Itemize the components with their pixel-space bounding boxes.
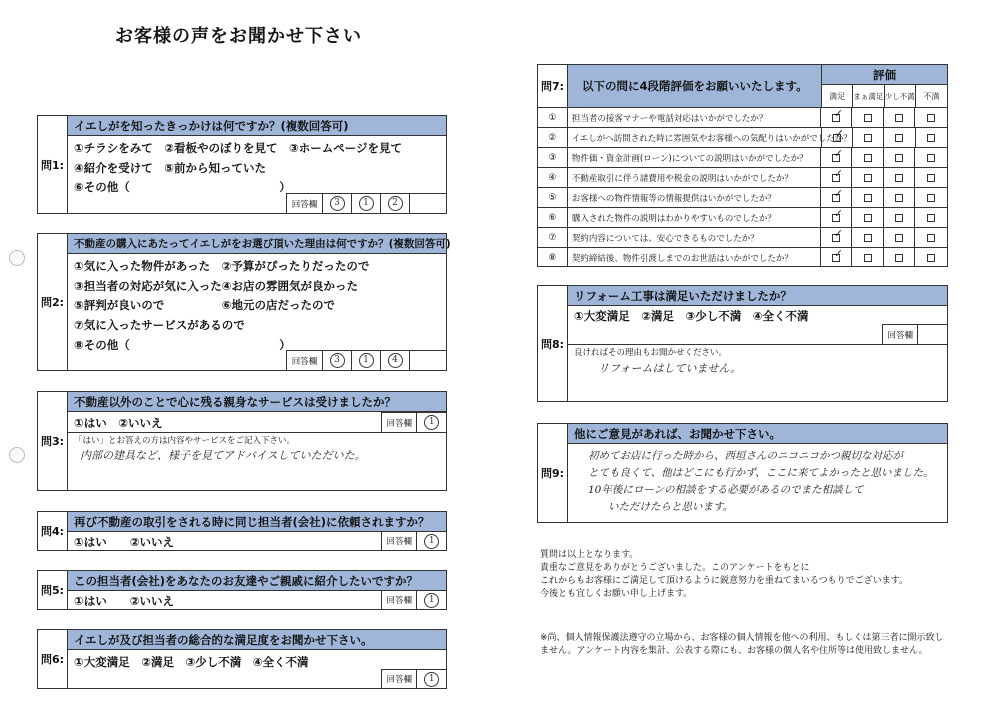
question-8 <box>537 285 948 402</box>
rating-question: イエしがへ訪問された時に雰囲気やお客様への気配りはいかがでしたか？ <box>568 128 822 147</box>
rating-question: 不動産取引に伴う諸費用や税金の説明はいかがでしたか？ <box>568 168 821 187</box>
rating-checkbox[interactable] <box>927 114 935 122</box>
rating-checkbox[interactable] <box>832 254 840 262</box>
rating-row-number: ④ <box>538 168 568 187</box>
answer-value: 1 <box>359 196 374 211</box>
option-line: ①はい ②いいえ <box>74 594 174 608</box>
answer-label: 回答欄 <box>287 351 323 370</box>
rating-question: 購入された物件の説明はわかりやすいものでしたか？ <box>568 208 821 227</box>
answer-box <box>381 590 446 609</box>
rating-row-number: ⑧ <box>538 248 568 267</box>
rating-checkbox[interactable] <box>864 214 872 222</box>
closing-line: 貴重なご意見をありがとうございました。このアンケートをもとに <box>540 563 810 573</box>
question-number: 問2: <box>38 234 68 370</box>
rating-column-header: まぁ満足 <box>853 85 884 107</box>
rating-row <box>538 207 947 227</box>
rating-question: 担当者の接客マナーや電話対応はいかがでしたか？ <box>568 108 821 127</box>
question-number: 問8: <box>538 286 568 401</box>
option-line: ④紹介を受けて ⑤前から知っていた <box>74 161 266 175</box>
handwritten-answer: リフォームはしていません。 <box>598 362 742 375</box>
rating-question: 物件価・資金計画(ローン)についての説明はいかがでしたか？ <box>568 148 821 167</box>
question-heading: イエしがを知ったきっかけは何ですか？(複数回答可) <box>68 116 446 136</box>
privacy-line: ※尚、個人情報保護法遵守の立場から、お客様の個人情報を他への利用、もしくは第三者に開示致し <box>540 633 944 643</box>
answer-box <box>381 412 446 432</box>
rating-checkbox[interactable] <box>864 114 872 122</box>
rating-row-number: ① <box>538 108 568 127</box>
handwritten-answer: とても良くて、他はどこにも行かず、ここに来てよかったと思いました。 <box>588 467 934 479</box>
answer-value: 1 <box>424 593 439 608</box>
rating-checkbox[interactable] <box>895 214 903 222</box>
answer-label: 回答欄 <box>382 591 417 609</box>
rating-checkbox[interactable] <box>864 234 872 242</box>
rating-row-number: ② <box>538 128 568 147</box>
rating-checkbox[interactable] <box>895 174 903 182</box>
option-line: ⑤評判が良いので ⑥地元の店だったので <box>74 298 335 312</box>
question-heading: イエしが及び担当者の総合的な満足度をお聞かせ下さい。 <box>68 630 446 650</box>
question-7-rating-table <box>537 64 948 267</box>
answer-value: 1 <box>424 534 439 549</box>
rating-checkbox[interactable] <box>864 174 872 182</box>
option-line: ⑦気に入ったサービスがあるので <box>74 318 245 332</box>
rating-checkbox[interactable] <box>832 234 840 242</box>
option-line: ⑥その他（ ） <box>74 180 291 194</box>
question-heading: 不動産以外のことで心に残る親身なサービスは受けましたか？ <box>68 392 446 412</box>
rating-checkbox[interactable] <box>895 194 903 202</box>
rating-row <box>538 167 947 187</box>
question-heading: 以下の問に4段階評価をお願いいたします。 <box>568 65 822 107</box>
handwritten-answer: 内部の建具など、様子を見てアドバイスしていただいた。 <box>80 449 366 462</box>
note-text: 良ければその理由もお聞かせください。 <box>574 348 728 358</box>
answer-value: 2 <box>388 196 403 211</box>
option-line: ①大変満足 ②満足 ③少し不満 ④全く不満 <box>74 655 309 669</box>
option-line: ①チラシをみて ②看板やのぼりを見て ③ホームページを見て <box>74 141 402 155</box>
handwritten-answer: 初めてお店に行った時から、西垣さんのニコニコかつ親切な対応が <box>588 450 903 462</box>
answer-box <box>286 350 446 370</box>
punch-hole-bottom <box>9 447 25 463</box>
rating-row <box>538 227 947 247</box>
closing-line: これからもお客様にご満足して頂けるように鋭意努力を重ねてまいるつもりでございます。 <box>540 576 908 586</box>
answer-box <box>286 193 446 213</box>
option-line: ①大変満足 ②満足 ③少し不満 ④全く不満 <box>574 309 809 323</box>
question-3 <box>37 391 447 491</box>
rating-checkbox[interactable] <box>832 214 840 222</box>
rating-checkbox[interactable] <box>832 194 840 202</box>
punch-hole-top <box>9 250 25 266</box>
question-number: 問5: <box>38 571 68 609</box>
question-number: 問3: <box>38 392 68 490</box>
rating-question: 契約締結後、物件引渡しまでのお世話はいかがでしたか？ <box>568 248 821 267</box>
rating-checkbox[interactable] <box>895 254 903 262</box>
answer-value: 1 <box>424 672 439 687</box>
rating-checkbox[interactable] <box>895 154 903 162</box>
question-heading: 不動産の購入にあたってイエしがをお選び頂いた理由は何ですか？(複数回答可) <box>68 234 446 254</box>
page-title: お客様の声をお聞かせ下さい <box>115 26 362 47</box>
rating-row-number: ⑥ <box>538 208 568 227</box>
rating-column-header: 少し不満 <box>885 85 916 107</box>
rating-checkbox[interactable] <box>833 134 841 142</box>
option-line: ⑧その他（ ） <box>74 338 291 352</box>
answer-label: 回答欄 <box>883 325 918 344</box>
rating-checkbox[interactable] <box>864 134 872 142</box>
question-number: 問7: <box>538 65 568 107</box>
rating-checkbox[interactable] <box>927 194 935 202</box>
rating-row <box>538 147 947 167</box>
question-number: 問9: <box>538 424 568 522</box>
rating-checkbox[interactable] <box>927 174 935 182</box>
rating-checkbox[interactable] <box>832 174 840 182</box>
answer-label: 回答欄 <box>287 194 323 213</box>
rating-checkbox[interactable] <box>895 134 903 142</box>
answer-label: 回答欄 <box>382 670 417 688</box>
rating-checkbox[interactable] <box>832 114 840 122</box>
rating-column-header: 満足 <box>822 85 853 107</box>
answer-value: 1 <box>359 353 374 368</box>
rating-row <box>538 247 947 267</box>
rating-checkbox[interactable] <box>832 154 840 162</box>
closing-line: 今後とも宜しくお願い申し上げます。 <box>540 589 693 599</box>
closing-line: 質問は以上となります。 <box>540 550 639 560</box>
answer-label: 回答欄 <box>382 413 417 432</box>
question-heading: この担当者(会社)をあなたのお友達やご親戚に紹介したいですか？ <box>68 571 446 591</box>
option-line: ①はい ②いいえ <box>74 416 163 430</box>
privacy-line: ません。アンケート内容を集計、公表する際にも、お客様の個人名や住所等は使用致しません。 <box>540 646 928 656</box>
rating-checkbox[interactable] <box>927 214 935 222</box>
answer-box <box>882 324 947 344</box>
question-number: 問4: <box>38 512 68 550</box>
rating-row <box>538 187 947 207</box>
question-number: 問6: <box>38 630 68 688</box>
answer-label: 回答欄 <box>382 532 417 550</box>
handwritten-answer: 10年後にローンの相談をする必要があるのでまた相談して <box>588 484 864 496</box>
rating-row <box>538 107 947 127</box>
question-heading: 再び不動産の取引をされる時に同じ担当者(会社)に依頼されますか？ <box>68 512 446 532</box>
answer-value: 1 <box>424 415 439 430</box>
rating-checkbox[interactable] <box>895 234 903 242</box>
rating-checkbox[interactable] <box>895 114 903 122</box>
rating-checkbox[interactable] <box>927 154 935 162</box>
rating-column-header: 不満 <box>923 91 940 101</box>
handwritten-answer: いただけたらと思います。 <box>608 501 734 513</box>
question-number: 問1: <box>38 116 68 213</box>
question-4 <box>37 511 447 551</box>
question-1 <box>37 115 447 214</box>
rating-checkbox[interactable] <box>927 134 935 142</box>
answer-box <box>381 669 446 688</box>
option-line: ①気に入った物件があった ②予算がぴったりだったので <box>74 259 370 273</box>
option-line: ①はい ②いいえ <box>74 535 174 549</box>
rating-row-number: ⑦ <box>538 228 568 247</box>
question-5 <box>37 570 447 610</box>
note-text: 「はい」とお答えの方は内容やサービスをご記入下さい。 <box>74 436 296 446</box>
answer-box <box>381 531 446 550</box>
question-9 <box>537 423 948 523</box>
rating-row-number: ③ <box>538 148 568 167</box>
option-line: ③担当者の対応が気に入った④お店の雰囲気が良かった <box>74 279 358 293</box>
rating-checkbox[interactable] <box>864 194 872 202</box>
rating-row <box>538 127 947 147</box>
rating-question: お客様への物件情報等の情報提供はいかがでしたか？ <box>568 188 821 207</box>
rating-row-number: ⑤ <box>538 188 568 207</box>
question-2 <box>37 233 451 371</box>
answer-value: 3 <box>330 353 345 368</box>
rating-checkbox[interactable] <box>864 154 872 162</box>
question-6 <box>37 629 447 689</box>
answer-value: 3 <box>330 196 345 211</box>
rating-checkbox[interactable] <box>927 234 935 242</box>
answer-value: 4 <box>388 353 403 368</box>
rating-title: 評価 <box>822 65 947 85</box>
rating-question: 契約内容については、安心できるものでしたか？ <box>568 228 821 247</box>
question-heading: 他にご意見があれば、お聞かせ下さい。 <box>568 424 947 444</box>
question-heading: リフォーム工事は満足いただけましたか？ <box>568 286 947 306</box>
rating-checkbox[interactable] <box>864 254 872 262</box>
rating-checkbox[interactable] <box>927 254 935 262</box>
